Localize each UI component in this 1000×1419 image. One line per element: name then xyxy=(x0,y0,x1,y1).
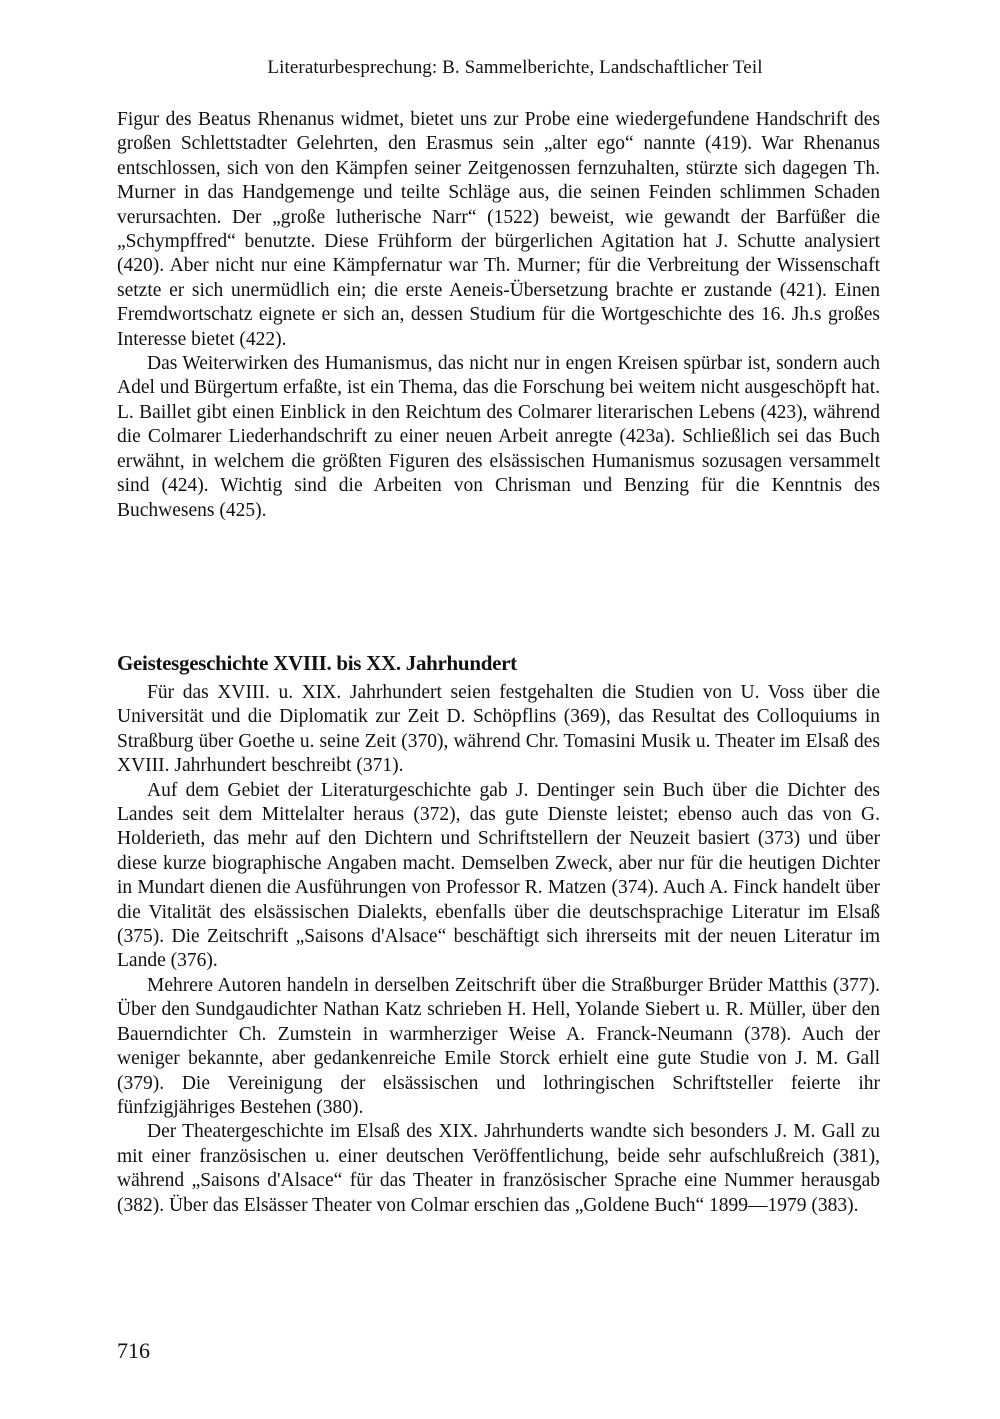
section-heading: Geistesgeschichte XVIII. bis XX. Jahrhundert xyxy=(117,651,517,675)
paragraph: Für das XVIII. u. XIX. Jahrhundert seien festgehalten die Studien von U. Voss über die Universität und die Diplomatik zur Zeit D. Schöpflins (369), das Resultat des Colloquiums in Straßburg über Goethe u. seine Zeit (370), während Chr. Tomasini Musik u. Theater im Elsaß des XVIII. Jahrhundert beschreibt (371). xyxy=(117,682,880,777)
paragraph: Auf dem Gebiet der Literaturgeschichte gab J. Dentinger sein Buch über die Dichter des Landes seit dem Mittelalter heraus (372), das gute Dienste leistet; ebenso auch das von G. Holderieth, das mehr auf den Dichtern und Schriftstellern der Neuzeit basiert (373) und über diese kurze biographische Angaben macht. Demselben Zweck, aber nur für die heutigen Dichter in Mundart dienen die Ausführungen von Professor R. Matzen (374). Auch A. Finck handelt über die Vitalität des elsässischen Dialekts, ebenfalls über die deutschsprachige Literatur im Elsaß (375). Die Zeitschrift „Saisons d'Alsace“ beschäftigt sich ihrerseits mit der neuen Literatur im Lande (376). xyxy=(117,779,880,972)
section-body xyxy=(117,681,880,1218)
paragraph: Figur des Beatus Rhenanus widmet, bietet uns zur Probe eine wiedergefundene Handschrift des großen Schlettstadter Gelehrten, den Erasmus sein „alter ego“ nannte (419). War Rhenanus entschlossen, sich von den Kämpfen seiner Zeitgenossen fernzuhalten, stürzte sich dagegen Th. Murner in das Handgemenge und teilte Schläge aus, die seinen Feinden schlimmen Schaden verursachten. Der „große lutherische Narr“ (1522) beweist, wie gewandt der Barfüßer die „Schympffred“ benutzte. Diese Frühform der bürgerlichen Agitation hat J. Schutte analysiert (420). Aber nicht nur eine Kämpfernatur war Th. Murner; für die Verbreitung der Wissenschaft setzte er sich unermüdlich ein; die erste Aeneis-Übersetzung brachte er zustande (421). Einen Fremdwortschatz eignete er sich an, dessen Studium für die Wortgeschichte des 16. Jh.s großes Interesse bietet (422). xyxy=(117,109,880,350)
paragraph: Der Theatergeschichte im Elsaß des XIX. Jahrhunderts wandte sich besonders J. M. Gall zu mit einer französischen u. einer deutschen Veröffentlichung, beide sehr aufschlußreich (381), während „Saisons d'Alsace“ für das Theater in französischer Sprache eine Nummer herausgab (382). Über das Elsässer Theater von Colmar erschien das „Goldene Buch“ 1899—1979 (383). xyxy=(117,1121,880,1216)
paragraph: Mehrere Autoren handeln in derselben Zeitschrift über die Straßburger Brüder Matthis (377). Über den Sundgaudichter Nathan Katz schrieben H. Hell, Yolande Siebert u. R. Müller, über den Bauerndichter Ch. Zumstein in warmherziger Weise A. Franck-Neumann (378). Auch der weniger bekannte, aber gedankenreiche Emile Storck erhielt eine gute Studie von J. M. Gall (379). Die Vereinigung der elsässischen und lothringischen Schriftsteller feierte ihr fünfzigjähriges Bestehen (380). xyxy=(117,974,880,1118)
paragraph: Das Weiterwirken des Humanismus, das nicht nur in engen Kreisen spürbar ist, sondern auch Adel und Bürgertum erfaßte, ist ein Thema, das die Forschung bei weitem nicht ausgeschöpft hat. L. Baillet gibt einen Einblick in den Reichtum des Colmarer literarischen Lebens (423), während die Colmarer Liederhandschrift zu einer neuen Arbeit anregte (423a). Schließlich sei das Buch erwähnt, in welchem die größten Figuren des elsässischen Humanismus sozusagen versammelt sind (424). Wichtig sind die Arbeiten von Chrisman und Benzing für die Kenntnis des Buchwesens (425). xyxy=(117,353,880,521)
section-continued-text xyxy=(117,108,880,523)
running-head: Literaturbesprechung: B. Sammelberichte, Landschaftlicher Teil xyxy=(267,57,763,78)
page-number: 716 xyxy=(117,1338,150,1363)
